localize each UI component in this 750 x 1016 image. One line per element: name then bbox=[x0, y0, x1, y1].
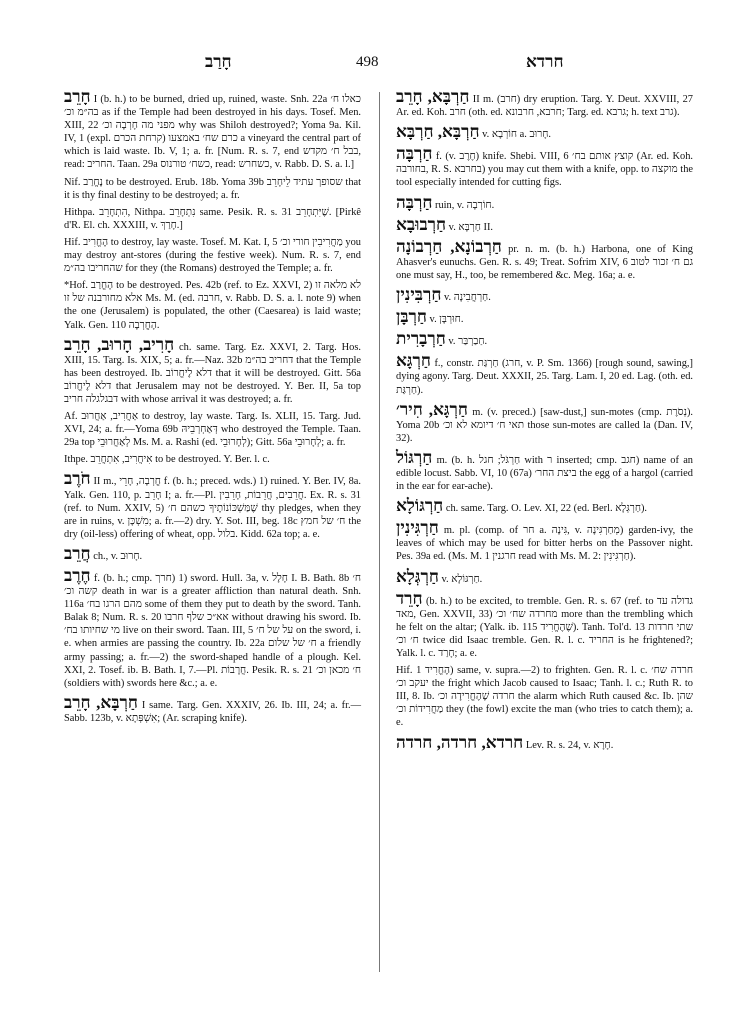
entry-headword: חַרְבָּא, חַרְבָּא bbox=[396, 122, 480, 142]
dictionary-entry bbox=[396, 664, 693, 729]
entry-headword: חַרְבָּן bbox=[396, 307, 427, 327]
entry-text: ch., v. חָרוּב. bbox=[93, 550, 143, 562]
dictionary-entry bbox=[64, 694, 361, 725]
entry-text: II m. (חרב) dry eruption. Targ. Y. Deut. XXVIII, 27 Ar. ed. Koh. חרב (oth. ed. חרבא, חרבונא; Targ. ed. גרבא; h. text גרב). bbox=[396, 94, 693, 119]
entry-text: v. חַרְגּוֹלָא. bbox=[441, 573, 483, 585]
entry-text: m. pl. (comp. of חר a. גִּינָה, v. מְחַרְגִּינָה) garden-ivy, the leaves of which may be used for bitter herbs on the Passover night. Pes. 39a ed. (Ms. M. 1 חרגנין read with Ms. M. 2: חַרְגִּינִין). bbox=[396, 525, 693, 563]
entry-text: Lev. R. s. 24, v. חָרָא. bbox=[525, 739, 614, 751]
entry-text: Af. אַחֲרִיב, אַחֲרוּב to destroy, lay waste. Targ. Is. XLII, 15. Targ. Jud. XVI, 24; a. fr.—Yoma 69b דְּאַחְרְבֵיהּ who destroyed the Temple. Taan. 29a top לְאַחֲרוּבֵי Ms. M. a. Rashi (ed. לְחָרוּבֵי); Gitt. 56a לְחָרוּבֵי; a. fr. bbox=[64, 411, 361, 449]
entry-text: v. חַרְבָּא II. bbox=[448, 221, 494, 233]
entry-headword: חֹרֶב bbox=[64, 469, 91, 489]
entry-text: I (b. h.) to be burned, dried up, ruined, waste. Snh. 22a כאלו ח׳ בה״מ וכ׳ as if the Temple had been destroyed in his days. Tosef. Men. XIII, 22 מפני מה חָרְבָה וכ׳ why was Shiloh destroyed?; Yoma 9a. Kil. IV, 1 (expl. כרם שח׳ באמצעו (קרחת הכרם a vineyard the central part of which is laid waste. Ib. V, 1; a. fr. [Num. R. s. 7, end בבל ח׳ מקדש, read: החריב. Taan. 29a כשח׳ טורנוס, read: כשחרש, v. Rabb. D. S. a. l.] bbox=[64, 94, 362, 171]
entry-text: ch. same. Targ. Ez. XXVI, 2. Targ. Hos. XIII, 15. Targ. Is. XIX, 5; a. fr.—Naz. 32b דחריב בה״מ that the Temple has been destroyed. Ib. דלא לֶיחֱרוֹב that it will be destroyed. Gitt. 56a דלא לֶיחֱרוֹב that Jerusalem may not be destroyed. Y. Ber. II, 5a top דבגלגלה חריב with whose arrival it was destroyed; a. fr. bbox=[64, 341, 362, 405]
dictionary-entry bbox=[64, 470, 361, 540]
dictionary-entry bbox=[64, 176, 361, 202]
dictionary-entry bbox=[64, 206, 361, 232]
running-head-right: חרדא bbox=[526, 52, 564, 71]
entry-text: Nif. נֶחֱרַב to be destroyed. Erub. 18b. Yoma 39b שסופך עתיד לֵיחָרֵב that it is thy final destiny to be destroyed; a. fr. bbox=[64, 176, 362, 201]
entry-headword: חַרְבָרִית bbox=[396, 329, 446, 349]
entry-text: I same. Targ. Gen. XXXIV, 26. Ib. III, 24; a. fr.—Sabb. 123b, v. אִשְׁפְּתָא; (Ar. scraping knife). bbox=[64, 699, 361, 724]
entry-headword: חַרְבָּה bbox=[396, 144, 433, 164]
entry-text: II m., חֳרְבָה, חָרֵי f. (b. h.; preced. wds.) 1) ruined. Y. Ber. IV, 8a. Yalk. Gen. 110, p. חָרֵב I; a. fr.—Pl. חֲרֵבִים, חֲרֵבוֹת, חָרֵבִין. Ex. R. s. 31 (ref. to Num. XXIV, 5) שֶׁמַּשְׁכּוֹנוֹתֶיךָ כשהם ח׳ thy pledges, when they are in ruins, v. מִשְׁכָּן; a. fr.—2) dry. Y. Sot. III, beg. 18c ח׳ של חמץ the dry (oil-less) offering of wheat, opp. בלול. Kidd. 62a top; a. e. bbox=[64, 476, 362, 540]
entry-headword: חַרְבָּה bbox=[396, 192, 433, 212]
entry-headword: חָרֵד bbox=[396, 588, 423, 608]
entry-text: f., constr. חַרְגַּת (חרג, v. P. Sm. 1366) [rough sound, sawing,] dying agony. Targ. Deut. XXXII, 25. Targ. Lam. I, 20 ed. Lag. (oth. ed. חַרְגַּת). bbox=[396, 358, 693, 396]
entry-text: v. חוֹרְבָא a. חָרוּב. bbox=[482, 129, 551, 141]
dictionary-entry bbox=[64, 453, 361, 466]
left-column bbox=[64, 88, 361, 729]
entry-text: *Hof. הָחֳרַב to be destroyed. Pes. 42b (ref. to Ez. XXVI, 2) לא מלאה זו אלא מחורבנה של זו Ms. M. (ed. חרבה, v. Rabb. D. S. a. l. note 9) when the one (Jerusalem) is populated, the other (Caesarea) is laid waste; Yalk. Gen. 110 הָחֳרְבָה. bbox=[64, 280, 361, 331]
dictionary-entry bbox=[396, 497, 693, 515]
entry-headword: חַרְבוֹנָא, חַרְבוֹנָה bbox=[396, 236, 502, 256]
dictionary-entry bbox=[396, 194, 693, 212]
entry-headword: חַרְגּוֹל bbox=[396, 447, 433, 467]
entry-headword: חַרְגּוֹלָא bbox=[396, 496, 444, 516]
dictionary-entry bbox=[396, 238, 693, 282]
entry-headword: חַרְגָּא, חִיר׳ bbox=[396, 399, 468, 419]
entry-text: f. (b. h.; cmp. חרך) 1) sword. Hull. 3a, v. חָלָל I. B. Bath. 8b ח׳ קשה וכ׳ death in war is a greater affliction than natural death. Snh. 116a מהם הרגו בח׳ some of them they put to death by the sword. Tanh. Balak 8; Num. R. s. 20 אא״כ שלף חרבו without drawing his sword. Ib. מי שחיותו בח׳ live on their sword. Taan. III, 5 על של ח׳ on the sword, i. e. when armies are passing the country. Ib. 22a ח׳ של שלום a friendly army passing; a. fr.—2) the sword-shaped handle of a plough. Kel. XXI, 2. Tosef. ib. B. Bath. I, 7.—Pl. חֲרָבוֹת. Pesik. R. s. 21 ח׳ מכאן וכ׳ (soldiers with) swords here &c.; a. e. bbox=[64, 573, 362, 689]
entry-text: Ithpe. אִיחֲרִיב, אִתְחֲרֵב to be destroyed. Y. Ber. l. c. bbox=[64, 454, 270, 466]
entry-headword: חַרְגָּא bbox=[396, 351, 431, 371]
page-number: 498 bbox=[356, 54, 379, 70]
dictionary-entry bbox=[64, 279, 361, 331]
dictionary-entry bbox=[396, 216, 693, 234]
dictionary-entry bbox=[396, 286, 693, 304]
column-divider bbox=[379, 92, 380, 972]
entry-headword: חַרְגִּינִין bbox=[396, 518, 439, 538]
entry-text: pr. n. m. (b. h.) Harbona, one of King Ahasver's eunuchs. Gen. R. s. 49; Treat. Sofrim XIV, 6 גם ח׳ זכור לטוב one must say, H., too, be remembered &c. Meg. 16a; a. e. bbox=[396, 243, 694, 281]
entry-text: v. חוּרְבָּן. bbox=[429, 314, 464, 326]
entry-headword: חָרֵב bbox=[64, 87, 91, 106]
entry-text: Hithpa. הִתְחָרֵב, Nithpa. נִתְחָרֵב same. Pesik. R. s. 31 שֶׁיִּתְחָרֵב. [Pirkê d'R. El. ch. XXXIII, v. חָרַךְ.] bbox=[64, 206, 361, 231]
dictionary-entry bbox=[64, 336, 361, 406]
entry-text: ruin, v. חוֹרְבָה. bbox=[435, 199, 495, 211]
entry-headword: חָרִיב, חָרוּב, חָרֵב bbox=[64, 334, 175, 354]
dictionary-entry bbox=[64, 88, 361, 172]
entry-text: f. (v. חֶרֶב) knife. Shebi. VIII, 6 קוצץ אותם בח׳ (Ar. ed. Koh. בחורבה, R. S. בחרבא) you may cut them with a knife, opp. to מוקצה the tool especially intended for cutting figs. bbox=[396, 151, 693, 189]
right-column bbox=[396, 88, 693, 756]
entry-text: m. (b. h. חַרְגֹּל; חגל with ר inserted; cmp. חגב) name of an edible locust. Sabb. VI, 10 (67a) ביצת החר׳ the egg of a hargol (carried in the ear for ear-ache). bbox=[396, 454, 694, 493]
entry-text: v. חַבַרְבַּר. bbox=[448, 336, 488, 348]
entry-text: v. חַרְחֲבִינָה. bbox=[444, 292, 491, 304]
running-head-left: חָרַב bbox=[205, 52, 232, 71]
entry-headword: חרדא, חרדה, חרדה bbox=[396, 732, 524, 752]
dictionary-entry bbox=[396, 352, 693, 396]
entry-headword: חַרְבָּא, חָרֵב bbox=[396, 87, 470, 106]
entry-headword: חֲרֵב bbox=[64, 543, 91, 563]
dictionary-entry bbox=[396, 568, 693, 586]
dictionary-entry bbox=[64, 410, 361, 449]
dictionary-entry bbox=[396, 123, 693, 141]
entry-headword: חַרְבוּבָא bbox=[396, 214, 447, 234]
dictionary-entry bbox=[64, 567, 361, 690]
entry-headword: חַרְגְּלָא bbox=[396, 566, 439, 586]
dictionary-entry bbox=[396, 519, 693, 563]
entry-headword: חַרְבָּא, חָרֵב bbox=[64, 692, 138, 712]
dictionary-entry bbox=[396, 145, 693, 189]
dictionary-entry bbox=[396, 330, 693, 348]
entry-text: (b. h.) to be excited, to tremble. Gen. R. s. 67 (ref. to גדולה עד מאד, Gen. XXVII, 33) מחרדה שח׳ וכ׳ more than the trembling which he felt on the altar; (Yalk. ib. 115 שֶׁהֶחֱרִיד). Tanh. Tol'd. 13 שתי חרדות ח׳ וכ׳ twice did Isaac tremble. Gen. R. l. c. החריד is he frightened?; Yalk. l. c. חָרַד; a. e. bbox=[396, 595, 694, 659]
page-header bbox=[0, 52, 750, 76]
dictionary-entry bbox=[396, 401, 693, 445]
entry-text: m. (v. preced.) [saw-dust,] sun-motes (cmp. נְסֹרֶת). Yoma 20b תאי ח׳ דיומא לא וכ׳ those sun-motes are called la (Dan. IV, 32). bbox=[396, 406, 694, 444]
entry-text: ch. same. Targ. O. Lev. XI, 22 (ed. Berl. חַרְגְּלָא). bbox=[445, 503, 648, 515]
dictionary-entry bbox=[396, 449, 693, 493]
dictionary-entry bbox=[396, 308, 693, 326]
entry-headword: חֶרֶב bbox=[64, 566, 91, 585]
dictionary-entry bbox=[396, 88, 693, 119]
dictionary-entry bbox=[396, 590, 693, 660]
entry-text: Hif. הֶחֱרִיד 1) same, v. supra.—2) to frighten. Gen. R. l. c. חרדה שח׳ יעקב וכ׳ the fright which Jacob caused to Isaac; Tanh. l. c.; Ruth R. to III, 8. Ib. חרדה שֶׁהֶחֱרִידָה וכ׳ the alarm which Ruth caused &c. Ib. שהן מַחֲרִידוֹת וכ׳ they (the fowl) excite the man (who tries to catch them); a. e. bbox=[396, 665, 694, 729]
entry-headword: חַרְבִּינִין bbox=[396, 285, 442, 305]
dictionary-entry bbox=[64, 545, 361, 563]
entry-text: Hif. הֶחֱרִיב to destroy, lay waste. Tosef. M. Kat. I, 5 מַחֲרִיבִין חורי וכ׳ you may destroy ant-stores (during the festive week). Num. R. s. 7, end שהחריבו בה״מ for they (the Romans) destroyed the Temple; a. fr. bbox=[64, 236, 361, 275]
dictionary-entry bbox=[396, 734, 693, 752]
dictionary-entry bbox=[64, 236, 361, 275]
